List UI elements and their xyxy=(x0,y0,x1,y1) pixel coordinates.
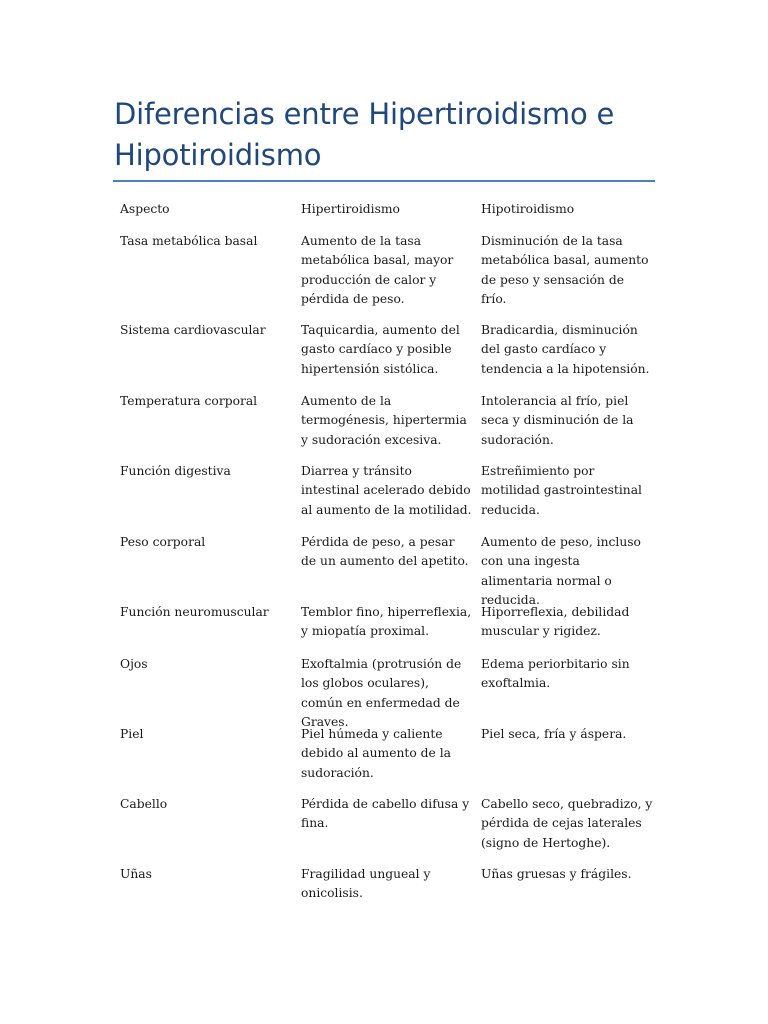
row-hyper: Temblor fino, hiperreflexia, y miopatía proximal. xyxy=(301,605,472,639)
row-hyper: Aumento de la tasa metabólica basal, mayor producción de calor y pérdida de peso. xyxy=(301,234,454,306)
row-hypo: Cabello seco, quebradizo, y pérdida de cejas laterales (signo de Hertoghe). xyxy=(481,797,653,850)
row-aspect: Temperatura corporal xyxy=(120,394,258,408)
row-hypo: Piel seca, fría y áspera. xyxy=(481,727,627,741)
title-underline xyxy=(113,180,655,182)
row-aspect: Tasa metabólica basal xyxy=(120,234,258,248)
row-hyper: Fragilidad ungueal y onicolisis. xyxy=(301,867,431,901)
row-hypo: Intolerancia al frío, piel seca y disminución de la sudoración. xyxy=(481,394,634,447)
row-hypo: Hiporreflexia, debilidad muscular y rigidez. xyxy=(481,605,630,639)
row-hyper: Piel húmeda y caliente debido al aumento de la sudoración. xyxy=(301,727,451,780)
row-aspect: Función neuromuscular xyxy=(120,605,269,619)
header-hipotiroidismo: Hipotiroidismo xyxy=(481,202,575,216)
row-hypo: Disminución de la tasa metabólica basal, aumento de peso y sensación de frío. xyxy=(481,234,649,306)
row-hyper: Aumento de la termogénesis, hipertermia y sudoración excesiva. xyxy=(301,394,467,447)
row-hypo: Edema periorbitario sin exoftalmia. xyxy=(481,657,630,691)
row-aspect: Piel xyxy=(120,727,144,741)
row-hypo: Aumento de peso, incluso con una ingesta alimentaria normal o reducida. xyxy=(481,535,641,607)
row-hypo: Uñas gruesas y frágiles. xyxy=(481,867,632,881)
document-title: Diferencias entre Hipertiroidismo e Hipotiroidismo xyxy=(114,97,615,172)
row-aspect: Sistema cardiovascular xyxy=(120,323,266,337)
row-hyper: Pérdida de cabello difusa y fina. xyxy=(301,797,470,831)
row-hyper: Exoftalmia (protrusión de los globos oculares), común en enfermedad de Graves. xyxy=(301,657,462,729)
row-aspect: Uñas xyxy=(120,867,152,881)
row-aspect: Ojos xyxy=(120,657,148,671)
row-hyper: Taquicardia, aumento del gasto cardíaco y posible hipertensión sistólica. xyxy=(301,323,460,376)
row-aspect: Cabello xyxy=(120,797,168,811)
header-aspecto: Aspecto xyxy=(120,202,170,216)
row-hyper: Pérdida de peso, a pesar de un aumento del apetito. xyxy=(301,535,469,569)
row-aspect: Función digestiva xyxy=(120,464,231,478)
row-hyper: Diarrea y tránsito intestinal acelerado debido al aumento de la motilidad. xyxy=(301,464,472,517)
row-hypo: Estreñimiento por motilidad gastrointestinal reducida. xyxy=(481,464,642,517)
row-hypo: Bradicardia, disminución del gasto cardíaco y tendencia a la hipotensión. xyxy=(481,323,650,376)
header-hipertiroidismo: Hipertiroidismo xyxy=(301,202,400,216)
row-aspect: Peso corporal xyxy=(120,535,206,549)
